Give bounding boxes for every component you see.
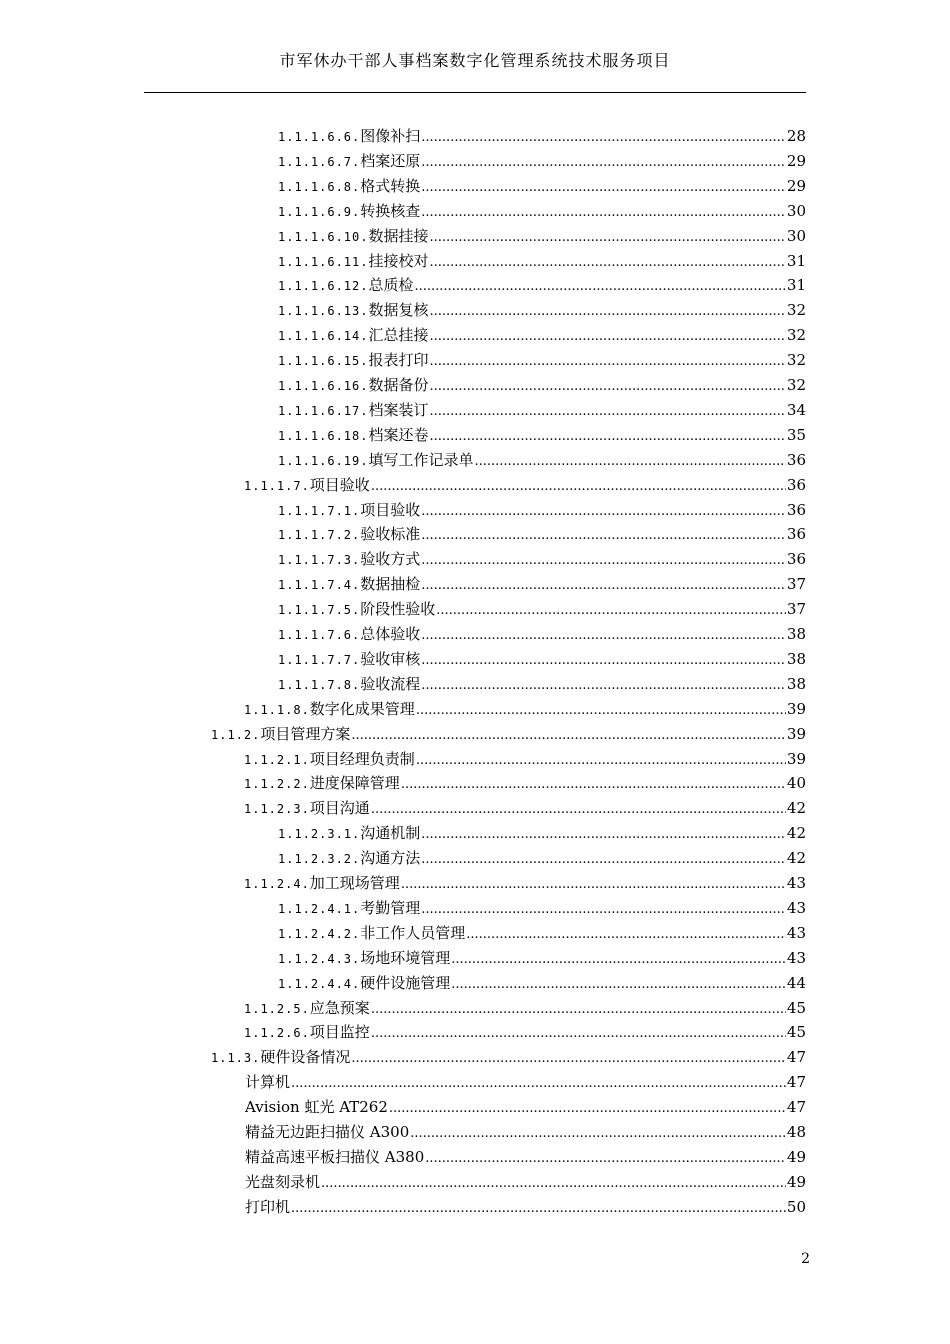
toc-entry-title: 进度保障管理 — [309, 774, 400, 793]
toc-dot-leader — [430, 402, 786, 422]
toc-entry-page: 29 — [786, 151, 806, 170]
toc-entry[interactable] — [278, 425, 806, 445]
toc-entry-number: 1.1.2.4. — [244, 877, 310, 891]
page-header-title: 市军休办干部人事档案数字化管理系统技术服务项目 — [279, 51, 671, 70]
toc-entry[interactable] — [245, 1197, 806, 1217]
toc-entry-page: 34 — [786, 400, 806, 419]
toc-entry-number: 1.1.2.4.2. — [278, 926, 361, 941]
toc-entry-number: 1.1.2.4.3. — [278, 951, 361, 966]
toc-entry[interactable] — [244, 749, 806, 769]
toc-entry-title: 汇总挂接 — [368, 326, 429, 345]
toc-dot-leader — [475, 452, 786, 472]
toc-dot-leader — [430, 253, 786, 273]
toc-entry-title: 精益高速平板扫描仪 A380 — [245, 1147, 425, 1166]
toc-entry-number: 1.1.3. — [211, 1051, 261, 1066]
toc-dot-leader — [430, 352, 786, 372]
toc-entry-number: 1.1.1.6.6. — [278, 130, 361, 144]
toc-entry-number: 1.1.1.6.12. — [278, 279, 369, 294]
toc-entry-number: 1.1.1.7.5. — [278, 603, 361, 618]
toc-entry[interactable] — [244, 998, 806, 1018]
toc-entry-page: 49 — [786, 1147, 806, 1166]
toc-entry-number: 1.1.2.4.1. — [278, 901, 361, 916]
toc-entry-title: 格式转换 — [360, 176, 421, 195]
toc-dot-leader — [421, 850, 786, 870]
toc-entry-page: 37 — [786, 575, 806, 594]
toc-entry[interactable] — [245, 1172, 806, 1192]
toc-entry-page: 43 — [786, 948, 806, 967]
toc-entry-number: 1.1.2.3. — [244, 802, 310, 817]
toc-dot-leader — [371, 477, 786, 497]
toc-dot-leader — [410, 1124, 786, 1144]
toc-entry-page: 47 — [786, 1098, 806, 1117]
toc-entry-page: 38 — [786, 674, 806, 693]
toc-dot-leader — [430, 427, 786, 447]
toc-entry-number: 1.1.2.5. — [244, 1001, 310, 1016]
toc-entry[interactable] — [278, 176, 806, 196]
toc-entry[interactable] — [278, 201, 806, 221]
toc-entry-title: 阶段性验收 — [360, 600, 436, 619]
toc-entry-title: 填写工作记录单 — [368, 450, 474, 469]
toc-entry-page: 36 — [786, 500, 806, 519]
toc-entry-number: 1.1.2.3.2. — [278, 852, 361, 867]
toc-dot-leader — [421, 576, 786, 596]
toc-entry-title: 验收审核 — [360, 649, 421, 668]
toc-dot-leader — [351, 726, 786, 746]
toc-entry-page: 42 — [786, 849, 806, 868]
toc-entry[interactable] — [278, 226, 806, 246]
toc-entry[interactable] — [244, 475, 806, 495]
toc-entry[interactable] — [278, 574, 806, 594]
toc-dot-leader — [430, 302, 786, 322]
toc-entry-title: 硬件设施管理 — [360, 973, 451, 992]
toc-entry[interactable] — [245, 1122, 806, 1142]
toc-entry[interactable] — [278, 923, 806, 943]
toc-entry-page: 35 — [786, 425, 806, 444]
toc-entry-number: 1.1.2.6. — [244, 1026, 310, 1041]
toc-entry[interactable] — [278, 151, 806, 171]
toc-dot-leader — [421, 651, 786, 671]
toc-entry-title: 验收方式 — [360, 550, 421, 569]
toc-entry-number: 1.1.1.6.19. — [278, 453, 369, 468]
toc-entry-page: 32 — [786, 351, 806, 370]
toc-entry-page: 38 — [786, 649, 806, 668]
toc-entry[interactable] — [278, 948, 806, 968]
toc-entry-number: 1.1.1.6.17. — [278, 403, 369, 418]
toc-entry-page: 42 — [786, 824, 806, 843]
toc-dot-leader — [416, 701, 786, 721]
toc-entry-title: 数字化成果管理 — [309, 699, 415, 718]
toc-entry-number: 1.1.1.6.10. — [278, 229, 369, 244]
toc-entry-page: 48 — [786, 1123, 806, 1141]
toc-dot-leader — [416, 751, 786, 771]
toc-dot-leader — [421, 502, 786, 522]
toc-entry-page: 42 — [786, 799, 806, 818]
toc-entry-number: 1.1.1.8. — [244, 702, 310, 717]
toc-dot-leader — [421, 900, 786, 920]
toc-dot-leader — [421, 128, 786, 148]
toc-entry-title: 沟通机制 — [360, 824, 421, 843]
toc-entry-title: 项目经理负责制 — [309, 749, 415, 768]
toc-dot-leader — [389, 1099, 786, 1119]
toc-entry-title: Avision 虹光 AT262 — [245, 1098, 388, 1117]
toc-entry-title: 场地环境管理 — [360, 948, 451, 967]
toc-dot-leader — [430, 377, 786, 397]
toc-dot-leader — [401, 775, 786, 795]
toc-entry-page: 36 — [786, 450, 806, 469]
toc-dot-leader — [451, 950, 786, 970]
toc-entry-page: 32 — [786, 326, 806, 345]
toc-entry-page: 44 — [786, 973, 806, 992]
toc-entry-page: 31 — [786, 276, 806, 295]
toc-entry-number: 1.1.1.6.9. — [278, 204, 361, 219]
toc-entry-page: 40 — [786, 774, 806, 793]
toc-entry-number: 1.1.1.6.18. — [278, 428, 369, 443]
toc-dot-leader — [430, 327, 786, 347]
toc-dot-leader — [291, 1199, 786, 1219]
toc-entry-title: 总质检 — [368, 276, 414, 295]
toc-dot-leader — [351, 1049, 786, 1069]
toc-dot-leader — [436, 601, 786, 621]
toc-dot-leader — [421, 178, 786, 198]
toc-dot-leader — [371, 1024, 786, 1044]
toc-entry[interactable] — [278, 674, 806, 694]
toc-entry-page: 37 — [786, 600, 806, 619]
toc-entry-page: 31 — [786, 251, 806, 270]
toc-entry-title: 验收标准 — [360, 525, 421, 544]
toc-entry[interactable] — [278, 649, 806, 669]
toc-entry[interactable] — [244, 798, 806, 818]
toc-entry-title: 报表打印 — [368, 351, 429, 370]
toc-entry-page: 49 — [786, 1172, 806, 1191]
toc-entry-title: 数据复核 — [368, 301, 429, 320]
toc-entry-number: 1.1.1.7.7. — [278, 652, 361, 667]
toc-entry[interactable] — [278, 898, 806, 918]
toc-entry-title: 计算机 — [245, 1073, 291, 1092]
toc-entry[interactable] — [211, 1047, 806, 1067]
toc-entry-title: 总体验收 — [360, 625, 421, 643]
toc-entry-number: 1.1.1.7.8. — [278, 677, 361, 692]
toc-entry-title: 数据抽检 — [360, 575, 421, 594]
toc-entry-title: 沟通方法 — [360, 849, 421, 868]
toc-entry[interactable] — [278, 400, 806, 420]
toc-entry[interactable] — [278, 848, 806, 868]
toc-entry-number: 1.1.1.6.11. — [278, 254, 369, 269]
toc-entry-number: 1.1.1.6.8. — [278, 179, 361, 194]
toc-entry-title: 档案还卷 — [368, 425, 429, 444]
toc-entry[interactable] — [278, 524, 806, 544]
page-number: 2 — [801, 1251, 810, 1267]
toc-entry-title: 档案还原 — [360, 151, 421, 170]
toc-entry-number: 1.1.2.2. — [244, 777, 310, 792]
toc-entry-number: 1.1.1.7.3. — [278, 553, 361, 568]
toc-entry-number: 1.1.1.7.6. — [278, 628, 361, 642]
toc-entry[interactable] — [278, 450, 806, 470]
toc-dot-leader — [371, 1000, 786, 1020]
toc-entry-page: 39 — [786, 699, 806, 718]
toc-entry-number: 1.1.1.6.16. — [278, 379, 369, 393]
toc-entry-title: 项目验收 — [360, 500, 421, 519]
toc-entry[interactable] — [278, 973, 806, 993]
toc-entry-page: 36 — [786, 475, 806, 494]
toc-dot-leader — [421, 526, 786, 546]
toc-entry[interactable] — [278, 251, 806, 271]
toc-entry-title: 数据备份 — [368, 376, 429, 394]
toc-dot-leader — [421, 203, 786, 223]
toc-entry-page: 39 — [786, 724, 806, 743]
toc-entry[interactable] — [278, 350, 806, 370]
toc-entry-page: 47 — [786, 1073, 806, 1092]
toc-entry-title: 打印机 — [245, 1197, 291, 1216]
toc-entry[interactable] — [244, 1022, 806, 1042]
toc-dot-leader — [401, 875, 786, 895]
toc-entry-title: 加工现场管理 — [309, 874, 400, 892]
toc-entry-page: 43 — [786, 874, 806, 892]
toc-entry-number: 1.1.1.6.14. — [278, 329, 369, 344]
toc-entry[interactable] — [245, 1147, 806, 1167]
toc-dot-leader — [421, 626, 786, 646]
toc-entry-title: 非工作人员管理 — [360, 923, 466, 942]
toc-entry-number: 1.1.1.7.1. — [278, 503, 361, 518]
toc-dot-leader — [415, 277, 786, 297]
toc-entry[interactable] — [278, 549, 806, 569]
toc-entry-title: 项目管理方案 — [260, 724, 351, 743]
toc-entry[interactable] — [278, 300, 806, 320]
toc-dot-leader — [421, 551, 786, 571]
toc-entry[interactable] — [278, 823, 806, 843]
toc-entry-number: 1.1.2. — [211, 727, 261, 742]
toc-entry[interactable] — [278, 599, 806, 619]
toc-entry-page: 32 — [786, 301, 806, 320]
toc-entry-page: 29 — [786, 176, 806, 195]
toc-entry-title: 项目监控 — [309, 1023, 370, 1042]
toc-entry-number: 1.1.1.6.13. — [278, 304, 369, 319]
toc-dot-leader — [425, 1149, 786, 1169]
toc-entry-title: 档案装订 — [368, 400, 429, 419]
toc-dot-leader — [421, 153, 786, 173]
toc-entry-page: 45 — [786, 1023, 806, 1042]
toc-entry[interactable] — [278, 500, 806, 520]
toc-entry-page: 43 — [786, 898, 806, 917]
toc-entry[interactable] — [244, 773, 806, 793]
toc-entry-page: 32 — [786, 376, 806, 394]
toc-entry-page: 38 — [786, 625, 806, 643]
toc-dot-leader — [421, 825, 786, 845]
header-divider — [144, 92, 806, 93]
toc-dot-leader — [466, 925, 786, 945]
toc-entry-title: 项目验收 — [309, 475, 370, 494]
toc-entry-page: 36 — [786, 525, 806, 544]
toc-entry[interactable] — [244, 873, 806, 893]
toc-entry-number: 1.1.2.1. — [244, 752, 310, 767]
toc-entry[interactable] — [245, 1097, 806, 1117]
toc-entry-title: 图像补扫 — [360, 127, 421, 145]
toc-entry[interactable] — [278, 375, 806, 395]
toc-entry-title: 数据挂接 — [368, 226, 429, 245]
toc-entry-title: 光盘刻录机 — [245, 1172, 321, 1191]
toc-entry[interactable] — [278, 325, 806, 345]
toc-entry-number: 1.1.1.7.4. — [278, 578, 361, 593]
toc-entry[interactable] — [278, 624, 806, 644]
toc-entry[interactable] — [278, 126, 806, 146]
toc-entry-page: 30 — [786, 226, 806, 245]
toc-dot-leader — [321, 1174, 786, 1194]
toc-dot-leader — [291, 1074, 786, 1094]
toc-entry-number: 1.1.1.6.15. — [278, 354, 369, 369]
toc-entry-number: 1.1.2.3.1. — [278, 827, 361, 842]
toc-entry-number: 1.1.1.7. — [244, 478, 310, 493]
toc-dot-leader — [421, 676, 786, 696]
toc-entry-title: 考勤管理 — [360, 898, 421, 917]
toc-entry-number: 1.1.2.4.4. — [278, 976, 361, 991]
toc-entry-title: 挂接校对 — [368, 251, 429, 270]
toc-entry[interactable] — [244, 699, 806, 719]
toc-entry-number: 1.1.1.6.7. — [278, 154, 361, 169]
toc-entry-title: 转换核查 — [360, 201, 421, 220]
toc-entry-page: 43 — [786, 923, 806, 942]
toc-dot-leader — [371, 800, 786, 820]
toc-dot-leader — [451, 975, 786, 995]
toc-entry[interactable] — [245, 1072, 806, 1092]
toc-entry[interactable] — [211, 724, 806, 744]
toc-entry-page: 45 — [786, 998, 806, 1017]
toc-entry-page: 36 — [786, 550, 806, 569]
toc-entry-title: 应急预案 — [309, 998, 370, 1017]
toc-entry-title: 项目沟通 — [309, 799, 370, 818]
toc-entry-page: 30 — [786, 201, 806, 220]
toc-dot-leader — [430, 228, 786, 248]
toc-entry-page: 28 — [786, 127, 806, 145]
toc-entry-title: 精益无边距扫描仪 A300 — [245, 1123, 410, 1141]
toc-entry-title: 硬件设备情况 — [260, 1048, 351, 1067]
toc-entry-page: 39 — [786, 749, 806, 768]
toc-entry-page: 47 — [786, 1048, 806, 1067]
toc-entry[interactable] — [278, 275, 806, 295]
toc-entry-title: 验收流程 — [360, 674, 421, 693]
toc-entry-number: 1.1.1.7.2. — [278, 528, 361, 543]
toc-entry-page: 50 — [786, 1197, 806, 1216]
